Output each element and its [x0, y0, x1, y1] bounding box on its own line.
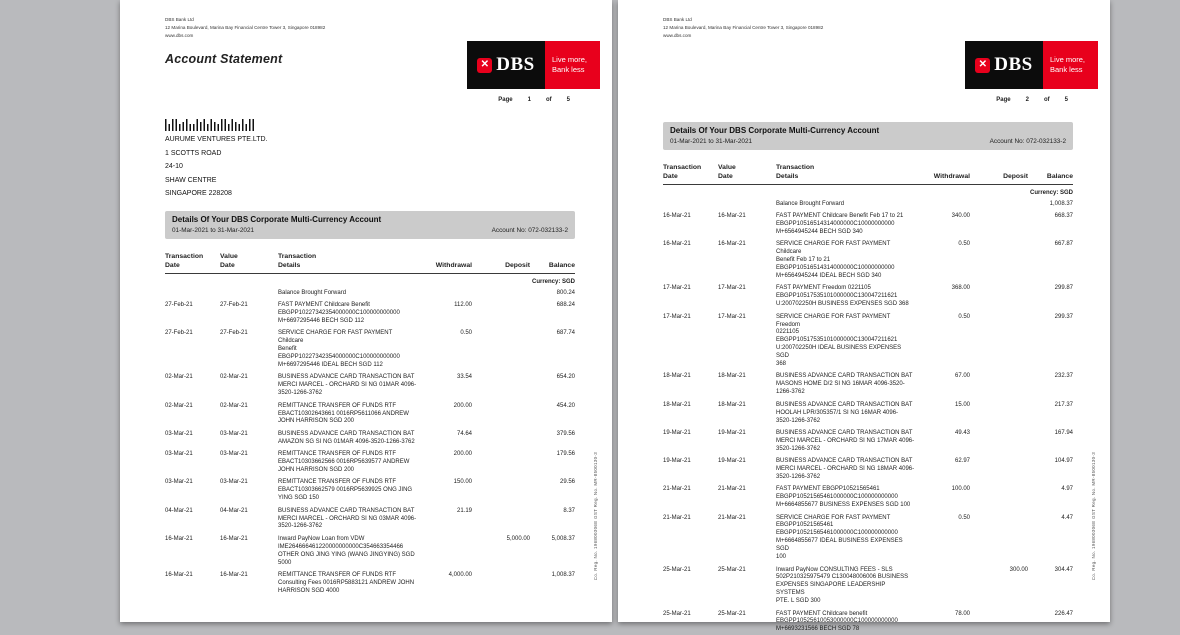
- header-deposit: Deposit: [1003, 173, 1028, 181]
- transaction-details: BUSINESS ADVANCE CARD TRANSACTION BAT MERCI MARCEL - ORCHARD SI NG 01MAR 4096- 3520-1266-3762: [278, 374, 417, 397]
- withdrawal-amount: 4,000.00: [448, 571, 472, 578]
- balance-amount: 654.20: [556, 374, 575, 381]
- transaction-details: SERVICE CHARGE FOR FAST PAYMENT Freedom 0221105 EBGPP10517535101000000C130047211621 U:200702250H IDEAL BUSINESS EXPENSES SGD 368: [776, 313, 902, 368]
- transaction-date: 17-Mar-21: [663, 313, 691, 320]
- transaction-date: 03-Mar-21: [165, 451, 193, 458]
- withdrawal-amount: 21.19: [456, 507, 472, 514]
- deposit-amount: [472, 428, 530, 448]
- dbs-tagline-panel: [545, 41, 600, 89]
- bank-address: 12 Marina Boulevard, Marina Bay Financial Centre Tower 3, Singapore 018982: [165, 24, 326, 30]
- value-date: 03-Mar-21: [220, 451, 248, 458]
- withdrawal-amount: 112.00: [454, 302, 472, 309]
- balance-amount: 4.97: [1061, 486, 1073, 493]
- value-date: 03-Mar-21: [220, 479, 248, 486]
- header-balance: Balance: [548, 262, 575, 270]
- withdrawal-amount: 100.00: [951, 486, 970, 493]
- header-transaction-details: Transaction Details: [776, 164, 815, 181]
- dbs-logo: [965, 41, 1098, 89]
- transaction-date: 27-Feb-21: [165, 302, 193, 309]
- deposit-amount: [970, 311, 1028, 371]
- page-label: Page: [996, 97, 1011, 103]
- transaction-date: 04-Mar-21: [165, 507, 193, 514]
- balance-amount: 299.87: [1054, 285, 1073, 292]
- balance-amount: 226.47: [1054, 610, 1073, 617]
- transaction-details: SERVICE CHARGE FOR FAST PAYMENT Childcare Benefit Feb 17 to 21 EBGPP10516514314000000C10000000000 M+6564945244 IDEAL BECH SGD 340: [776, 241, 895, 279]
- statement-page-1: [120, 0, 612, 622]
- transaction-row: [663, 311, 1073, 371]
- balance-amount: 800.24: [556, 289, 575, 296]
- recipient-address-1: 1 SCOTTS ROAD: [165, 149, 222, 157]
- value-date: 27-Feb-21: [220, 330, 248, 337]
- transaction-date: 02-Mar-21: [165, 402, 193, 409]
- transactions-table: [663, 163, 1073, 635]
- registration-side-text: Co. Reg. No. 196800306E GST Reg. No. MR-8500130-3: [593, 451, 598, 580]
- transaction-date: 21-Mar-21: [663, 514, 691, 521]
- currency-note: Currency: SGD: [1029, 190, 1073, 197]
- balance-amount: 104.97: [1054, 458, 1073, 465]
- transaction-date: [165, 287, 220, 299]
- balance-amount: 1,008.37: [1049, 200, 1073, 207]
- transaction-row: [663, 198, 1073, 210]
- table-header-row: [165, 252, 575, 274]
- deposit-amount: [472, 372, 530, 400]
- transaction-row: [165, 533, 575, 569]
- transaction-date: [663, 198, 718, 210]
- header-withdrawal: Withdrawal: [435, 262, 472, 270]
- section-title: Details Of Your DBS Corporate Multi-Currency Account: [172, 215, 382, 224]
- value-date: 19-Mar-21: [718, 429, 746, 436]
- transaction-details: REMITTANCE TRANSFER OF FUNDS RTF EBACT10303662566 0016RP5639577 ANDREW JOHN HARRISON SGD 200: [278, 451, 410, 473]
- transaction-details: FAST PAYMENT Childcare Benefit Feb 17 to 21 EBGPP10516514314000000C10000000000 M+6564945244 BECH SGD 340: [776, 213, 904, 235]
- transaction-row: [663, 283, 1073, 311]
- statement-period: 01-Mar-2021 to 31-Mar-2021: [670, 138, 753, 145]
- currency-note: Currency: SGD: [531, 279, 575, 286]
- deposit-amount: [970, 283, 1028, 311]
- page-total: 5: [1064, 97, 1068, 103]
- deposit-amount: [970, 608, 1028, 635]
- recipient-name: AURUME VENTURES PTE.LTD.: [165, 136, 268, 143]
- header-deposit: Deposit: [505, 262, 530, 270]
- withdrawal-amount: 62.97: [954, 458, 970, 465]
- dbs-wordmark: DBS: [496, 54, 535, 75]
- value-date: 16-Mar-21: [718, 213, 746, 220]
- withdrawal-amount: [915, 564, 970, 608]
- transaction-details: BUSINESS ADVANCE CARD TRANSACTION BAT HOOLAH LPR/305357/1 SI NG 16MAR 4096- 3520-1266-3762: [776, 401, 913, 424]
- deposit-amount: [970, 239, 1028, 283]
- value-date: 21-Mar-21: [718, 514, 746, 521]
- value-date: 17-Mar-21: [718, 285, 746, 292]
- value-date: 16-Mar-21: [718, 241, 746, 248]
- transaction-details: BUSINESS ADVANCE CARD TRANSACTION BAT MERCI MARCEL - ORCHARD SI NG 03MAR 4096- 3520-1266-3762: [278, 507, 417, 530]
- transaction-date: 16-Mar-21: [165, 535, 193, 542]
- transaction-date: 25-Mar-21: [663, 610, 691, 617]
- postal-barcode-icon: [165, 118, 257, 137]
- deposit-amount: [472, 477, 530, 505]
- value-date: 17-Mar-21: [718, 313, 746, 320]
- dbs-cross-icon: ✕: [975, 58, 990, 73]
- bank-name: DBS Bank Ltd: [663, 17, 692, 22]
- tagline-line1: Live more,: [1050, 55, 1086, 65]
- transaction-details: FAST PAYMENT Childcare Benefit EBGPP10227342354000000C100000000000 M+6697295446 BECH SGD 112: [278, 302, 400, 324]
- transaction-row: [165, 505, 575, 533]
- transaction-date: 03-Mar-21: [165, 430, 193, 437]
- balance-amount: 4.47: [1061, 514, 1073, 521]
- transaction-details: BUSINESS ADVANCE CARD TRANSACTION BAT MERCI MARCEL - ORCHARD SI NG 17MAR 4096- 3520-1266-3762: [776, 429, 915, 452]
- withdrawal-amount: 67.00: [954, 373, 970, 380]
- transaction-details: FAST PAYMENT EBGPP10521565461 EBGPP10521565461000000C100000000000 M+6664855677 BUSINESS EXPENSES SGD 100: [776, 486, 911, 509]
- header-value-date: Value Date: [718, 164, 736, 181]
- deposit-amount: 5,000.00: [506, 535, 530, 542]
- value-date: 04-Mar-21: [220, 507, 248, 514]
- withdrawal-amount: [417, 287, 472, 299]
- transaction-row: [165, 428, 575, 448]
- value-date: 25-Mar-21: [718, 610, 746, 617]
- account-details-section: [663, 122, 1073, 635]
- recipient-address-3: SHAW CENTRE: [165, 176, 217, 184]
- section-banner: [165, 211, 575, 239]
- deposit-amount: [472, 505, 530, 533]
- transaction-row: [663, 211, 1073, 239]
- withdrawal-amount: 340.00: [951, 213, 970, 220]
- transaction-date: 19-Mar-21: [663, 458, 691, 465]
- transaction-details: BUSINESS ADVANCE CARD TRANSACTION BAT AMAZON SG SI NG 01MAR 4096-3520-1266-3762: [278, 430, 415, 445]
- currency-row: [663, 185, 1073, 198]
- header-balance: Balance: [1046, 173, 1073, 181]
- statement-period: 01-Mar-2021 to 31-Mar-2021: [172, 227, 255, 234]
- balance-amount: 668.37: [1054, 213, 1073, 220]
- bank-website: www.dbs.com: [165, 32, 194, 38]
- transaction-details: FAST PAYMENT Freedom 0221105 EBGPP10517535101000000C130047211621 U:200702250H BUSINESS EXPENSES SGD 368: [776, 285, 909, 308]
- withdrawal-amount: [417, 533, 472, 569]
- transaction-date: 16-Mar-21: [663, 241, 691, 248]
- dbs-cross-icon: ✕: [477, 58, 492, 73]
- deposit-amount: [970, 512, 1028, 564]
- account-details-section: [165, 211, 575, 598]
- header-transaction-date: Transaction Date: [663, 164, 702, 181]
- currency-row: [165, 274, 575, 287]
- deposit-amount: [970, 211, 1028, 239]
- balance-amount: 232.37: [1054, 373, 1073, 380]
- withdrawal-amount: 78.00: [954, 610, 970, 617]
- transaction-date: 18-Mar-21: [663, 373, 691, 380]
- transactions-table: [165, 252, 575, 598]
- deposit-amount: [472, 569, 530, 597]
- bank-address: 12 Marina Boulevard, Marina Bay Financial Centre Tower 3, Singapore 018982: [663, 24, 824, 30]
- transaction-details: Inward PayNow Loan from VDW IME264666461220000000000C354663354466 OTHER ONG JING YING (WANG JINGYING) SGD 5000: [278, 535, 415, 566]
- account-number: Account No: 072-032133-2: [989, 138, 1066, 145]
- transaction-details: REMITTANCE TRANSFER OF FUNDS RTF EBACT10303662579 0016RP5639925 ONG JING YING SGD 150: [278, 479, 413, 502]
- transaction-row: [663, 512, 1073, 564]
- deposit-amount: [970, 456, 1028, 484]
- recipient-address-block: [165, 136, 268, 204]
- transaction-row: [165, 300, 575, 328]
- value-date: 16-Mar-21: [220, 571, 248, 578]
- withdrawal-amount: 150.00: [453, 479, 472, 486]
- transaction-row: [663, 399, 1073, 427]
- withdrawal-amount: 49.43: [954, 429, 970, 436]
- section-banner: [663, 122, 1073, 150]
- transaction-row: [165, 328, 575, 372]
- transaction-date: 21-Mar-21: [663, 486, 691, 493]
- transaction-row: [663, 427, 1073, 455]
- transaction-details: Balance Brought Forward: [776, 200, 845, 207]
- transaction-details: BUSINESS ADVANCE CARD TRANSACTION BAT MERCI MARCEL - ORCHARD SI NG 18MAR 4096- 3520-1266-3762: [776, 458, 915, 480]
- page-of-label: of: [545, 97, 552, 103]
- deposit-amount: [472, 300, 530, 328]
- transaction-row: [663, 564, 1073, 608]
- balance-amount: 29.56: [559, 479, 575, 486]
- balance-amount: 179.56: [556, 451, 575, 458]
- transaction-row: [663, 456, 1073, 484]
- withdrawal-amount: 200.00: [453, 402, 472, 409]
- transaction-details: REMITTANCE TRANSFER OF FUNDS RTF Consulting Fees 0016RP5883121 ANDREW JOHN HARRISON SGD 4000: [278, 571, 415, 594]
- header-withdrawal: Withdrawal: [933, 173, 970, 181]
- transaction-details: SERVICE CHARGE FOR FAST PAYMENT EBGPP10521565461 EBGPP10521565461000000C100000000000 M+6664855677 IDEAL BUSINESS EXPENSES SGD 100: [776, 514, 903, 561]
- transaction-row: [663, 371, 1073, 399]
- tagline-line2: Bank less: [552, 65, 585, 74]
- transaction-row: [165, 372, 575, 400]
- balance-amount: 299.37: [1054, 313, 1073, 320]
- tagline-line1: Live more,: [552, 55, 588, 65]
- transaction-date: 17-Mar-21: [663, 285, 691, 292]
- transaction-details: Inward PayNow CONSULTING FEES - SLS 502P210325975479 C130048006006 BUSINESS EXPENSES SINGAPORE LEADERSHIP SYSTEMS PTE. L SGD 300: [776, 566, 909, 605]
- withdrawal-amount: 0.50: [958, 241, 970, 248]
- balance-amount: 5,008.37: [551, 535, 575, 542]
- page-number: 2: [1025, 97, 1029, 103]
- value-date: 27-Feb-21: [220, 302, 248, 309]
- withdrawal-amount: 33.54: [456, 374, 472, 381]
- value-date: 18-Mar-21: [718, 401, 746, 408]
- deposit-amount: 300.00: [1009, 566, 1028, 573]
- balance-amount: 304.47: [1054, 566, 1073, 573]
- statement-title: Account Statement: [165, 52, 283, 66]
- page-indicator: [498, 97, 570, 103]
- page-total: 5: [566, 97, 570, 103]
- section-title: Details Of Your DBS Corporate Multi-Currency Account: [670, 126, 880, 135]
- header-value-date: Value Date: [220, 253, 238, 270]
- recipient-address-2: 24-10: [165, 163, 183, 170]
- value-date: 02-Mar-21: [220, 374, 248, 381]
- withdrawal-amount: 15.00: [954, 401, 970, 408]
- dbs-logo-black-panel: [467, 41, 545, 89]
- withdrawal-amount: 0.50: [958, 313, 970, 320]
- transaction-details: Balance Brought Forward: [278, 289, 347, 296]
- value-date: 19-Mar-21: [718, 458, 746, 465]
- bank-address-block: [165, 16, 325, 39]
- header-transaction-date: Transaction Date: [165, 253, 204, 270]
- dbs-logo: [467, 41, 600, 89]
- value-date: [718, 198, 776, 210]
- transaction-date: 16-Mar-21: [663, 213, 691, 220]
- transaction-row: [165, 569, 575, 597]
- transaction-date: 25-Mar-21: [663, 566, 691, 573]
- balance-amount: 688.24: [556, 302, 575, 309]
- deposit-amount: [472, 400, 530, 428]
- table-header-row: [663, 163, 1073, 185]
- transaction-row: [663, 608, 1073, 635]
- transaction-row: [165, 449, 575, 477]
- dbs-wordmark: DBS: [994, 54, 1033, 75]
- deposit-amount: [472, 328, 530, 372]
- transaction-date: 16-Mar-21: [165, 571, 193, 578]
- balance-amount: 379.56: [556, 430, 575, 437]
- transaction-details: REMITTANCE TRANSFER OF FUNDS RTF EBACT10302643661 0016RP5611066 ANDREW JOHN HARRISON SGD 200: [278, 402, 409, 425]
- bank-address-block: [663, 16, 823, 39]
- registration-side-text: Co. Reg. No. 196800306E GST Reg. No. MR-8500130-3: [1091, 451, 1096, 580]
- transaction-row: [165, 287, 575, 299]
- balance-amount: 217.37: [1054, 401, 1073, 408]
- deposit-amount: [472, 449, 530, 477]
- withdrawal-amount: [915, 198, 970, 210]
- deposit-amount: [970, 371, 1028, 399]
- value-date: 03-Mar-21: [220, 430, 248, 437]
- value-date: 25-Mar-21: [718, 566, 746, 573]
- transaction-row: [165, 400, 575, 428]
- deposit-amount: [970, 484, 1028, 512]
- dbs-logo-black-panel: [965, 41, 1043, 89]
- value-date: [220, 287, 278, 299]
- page-of-label: of: [1043, 97, 1050, 103]
- bank-name: DBS Bank Ltd: [165, 17, 194, 22]
- deposit-amount: [472, 287, 530, 299]
- header-transaction-details: Transaction Details: [278, 253, 317, 270]
- withdrawal-amount: 0.50: [958, 514, 970, 521]
- transaction-date: 03-Mar-21: [165, 479, 193, 486]
- page-label: Page: [498, 97, 513, 103]
- value-date: 02-Mar-21: [220, 402, 248, 409]
- balance-amount: 1,008.37: [551, 571, 575, 578]
- withdrawal-amount: 0.50: [460, 330, 472, 337]
- transaction-date: 18-Mar-21: [663, 401, 691, 408]
- transaction-row: [663, 239, 1073, 283]
- balance-amount: 454.20: [556, 402, 575, 409]
- value-date: 21-Mar-21: [718, 486, 746, 493]
- withdrawal-amount: 200.00: [453, 451, 472, 458]
- transaction-row: [663, 484, 1073, 512]
- withdrawal-amount: 368.00: [951, 285, 970, 292]
- transaction-row: [165, 477, 575, 505]
- recipient-address-4: SINGAPORE 228208: [165, 190, 232, 197]
- deposit-amount: [970, 399, 1028, 427]
- withdrawal-amount: 74.64: [456, 430, 472, 437]
- bank-website: www.dbs.com: [663, 32, 692, 38]
- page-number: 1: [527, 97, 531, 103]
- transaction-details: FAST PAYMENT Childcare benefit EBGPP10525610053000000C100000000000 M+6693231566 BECH SGD 78: [776, 610, 898, 633]
- deposit-amount: [970, 198, 1028, 210]
- balance-amount: 8.37: [563, 507, 575, 514]
- transaction-details: BUSINESS ADVANCE CARD TRANSACTION BAT MASONS HOME D/2 SI NG 16MAR 4096-3520- 1266-3762: [776, 373, 913, 396]
- balance-amount: 687.74: [556, 330, 575, 337]
- transaction-details: SERVICE CHARGE FOR FAST PAYMENT Childcare Benefit EBGPP10227342354000000C100000000000 M+6697295446 IDEAL BECH SGD 112: [278, 330, 400, 368]
- transaction-date: 02-Mar-21: [165, 374, 193, 381]
- value-date: 18-Mar-21: [718, 373, 746, 380]
- deposit-amount: [970, 427, 1028, 455]
- transaction-date: 27-Feb-21: [165, 330, 193, 337]
- page-indicator: [996, 97, 1068, 103]
- balance-amount: 667.87: [1054, 241, 1073, 248]
- dbs-tagline-panel: [1043, 41, 1098, 89]
- statement-page-2: [618, 0, 1110, 633]
- account-number: Account No: 072-032133-2: [491, 227, 568, 234]
- tagline-line2: Bank less: [1050, 65, 1083, 74]
- value-date: 16-Mar-21: [220, 535, 248, 542]
- balance-amount: 167.94: [1054, 429, 1073, 436]
- transaction-date: 19-Mar-21: [663, 429, 691, 436]
